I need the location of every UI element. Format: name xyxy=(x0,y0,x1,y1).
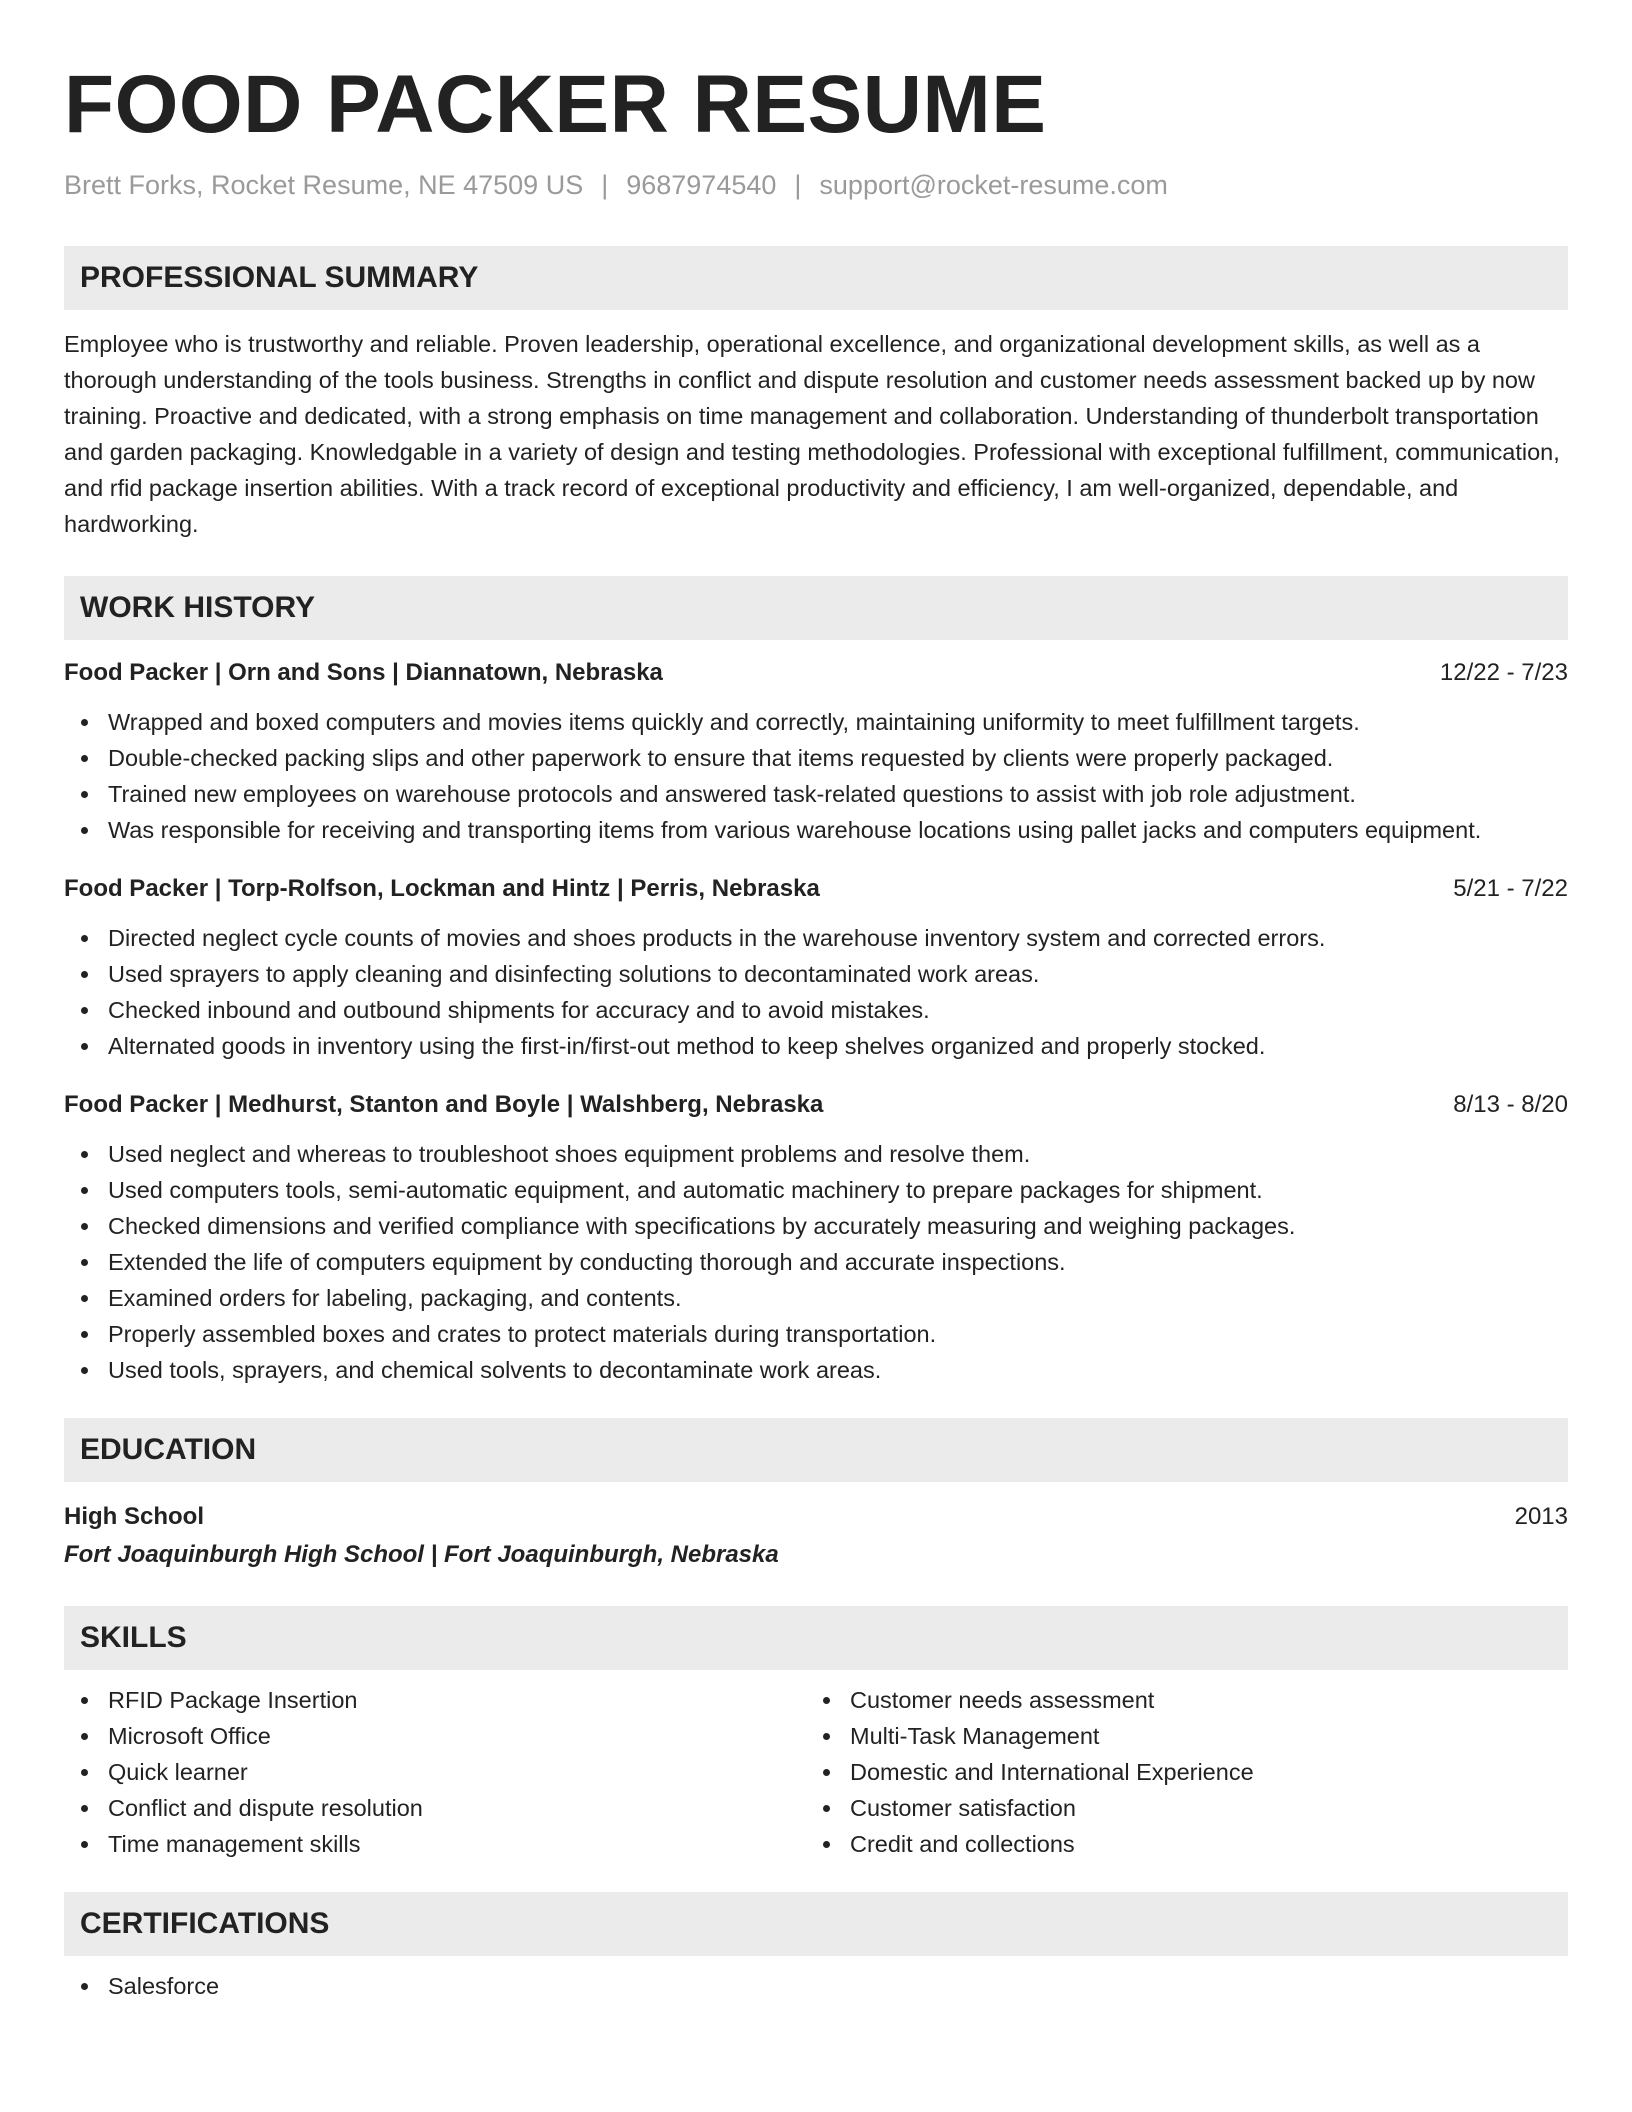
skill-item: RFID Package Insertion xyxy=(64,1682,806,1718)
education-header xyxy=(64,1498,1568,1536)
skill-item: Microsoft Office xyxy=(64,1718,806,1754)
contact-address: Brett Forks, Rocket Resume, NE 47509 US xyxy=(64,170,584,200)
job-bullet: Checked dimensions and verified compliance with specifications by accurately measuring and weighing packages. xyxy=(64,1208,1568,1244)
job-bullet: Used sprayers to apply cleaning and disinfecting solutions to decontaminated work areas. xyxy=(64,956,1568,992)
job-title: Food Packer | Medhurst, Stanton and Boyle | Walshberg, Nebraska xyxy=(64,1091,824,1118)
section-header-work-history: WORK HISTORY xyxy=(64,576,1568,640)
job-bullet: Wrapped and boxed computers and movies items quickly and correctly, maintaining uniformity to meet fulfillment targets. xyxy=(64,704,1568,740)
job-bullet: Trained new employees on warehouse protocols and answered task-related questions to assist with job role adjustment. xyxy=(64,776,1568,812)
job-bullet: Extended the life of computers equipment by conducting thorough and accurate inspections. xyxy=(64,1244,1568,1280)
skill-item: Customer satisfaction xyxy=(806,1790,1548,1826)
contact-line xyxy=(64,168,1568,202)
contact-separator: | xyxy=(794,170,802,200)
job-bullets xyxy=(64,704,1568,848)
section-header-summary: PROFESSIONAL SUMMARY xyxy=(64,246,1568,310)
job-bullets xyxy=(64,920,1568,1064)
summary-text: Employee who is trustworthy and reliable. Proven leadership, operational excellence, and organizational development skills, as well as a thorough understanding of the tools business. Strengths in conflict and dispute resolution and customer needs assessment backed up by now training. Proactive and dedicated, with a strong emphasis on time management and collaboration. Understanding of thunderbolt transportation and garden packaging. Knowledgable in a variety of design and testing methodologies. Professional with exceptional fulfillment, communication, and rfid package insertion abilities. With a track record of exceptional productivity and efficiency, I am well-organized, dependable, and hardworking. xyxy=(64,331,1560,537)
skill-item: Credit and collections xyxy=(806,1826,1548,1862)
job-bullet: Used tools, sprayers, and chemical solvents to decontaminate work areas. xyxy=(64,1352,1568,1388)
job-bullet: Was responsible for receiving and transporting items from various warehouse locations using pallet jacks and computers equipment. xyxy=(64,812,1568,848)
job-entry xyxy=(64,872,1568,1064)
skill-item: Conflict and dispute resolution xyxy=(64,1790,806,1826)
job-bullet: Alternated goods in inventory using the first-in/first-out method to keep shelves organized and properly stocked. xyxy=(64,1028,1568,1064)
job-entry xyxy=(64,656,1568,848)
job-title: Food Packer | Orn and Sons | Diannatown, Nebraska xyxy=(64,659,663,686)
job-bullet: Used computers tools, semi-automatic equipment, and automatic machinery to prepare packages for shipment. xyxy=(64,1172,1568,1208)
job-bullet: Directed neglect cycle counts of movies and shoes products in the warehouse inventory system and corrected errors. xyxy=(64,920,1568,956)
job-entry xyxy=(64,1088,1568,1388)
education-school: Fort Joaquinburgh High School | Fort Joaquinburgh, Nebraska xyxy=(64,1541,779,1568)
skill-item: Quick learner xyxy=(64,1754,806,1790)
education-year: 2013 xyxy=(1514,1503,1568,1530)
resume-page xyxy=(64,60,1568,2004)
job-bullet: Examined orders for labeling, packaging, and contents. xyxy=(64,1280,1568,1316)
job-bullet: Properly assembled boxes and crates to protect materials during transportation. xyxy=(64,1316,1568,1352)
certification-item: Salesforce xyxy=(64,1968,1568,2004)
skills-grid xyxy=(64,1670,1568,1862)
job-dates: 12/22 - 7/23 xyxy=(1439,659,1568,686)
skills-list-right xyxy=(806,1682,1548,1862)
job-bullet: Checked inbound and outbound shipments for accuracy and to avoid mistakes. xyxy=(64,992,1568,1028)
job-header xyxy=(64,1088,1568,1122)
skills-list-left xyxy=(64,1682,806,1862)
job-title: Food Packer | Torp-Rolfson, Lockman and Hintz | Perris, Nebraska xyxy=(64,875,820,902)
contact-phone: 9687974540 xyxy=(626,170,777,200)
job-bullet: Used neglect and whereas to troubleshoot shoes equipment problems and resolve them. xyxy=(64,1136,1568,1172)
skill-item: Multi-Task Management xyxy=(806,1718,1548,1754)
certifications-list xyxy=(64,1968,1568,2004)
education-entry xyxy=(64,1498,1568,1574)
job-dates: 8/13 - 8/20 xyxy=(1453,1091,1568,1118)
education-degree: High School xyxy=(64,1503,204,1530)
resume-title: FOOD PACKER RESUME xyxy=(64,59,1047,150)
job-header xyxy=(64,656,1568,690)
contact-separator: | xyxy=(601,170,609,200)
skill-item: Customer needs assessment xyxy=(806,1682,1548,1718)
section-header-education: EDUCATION xyxy=(64,1418,1568,1482)
section-header-certifications: CERTIFICATIONS xyxy=(64,1892,1568,1956)
skill-item: Domestic and International Experience xyxy=(806,1754,1548,1790)
job-bullets xyxy=(64,1136,1568,1388)
skill-item: Time management skills xyxy=(64,1826,806,1862)
job-bullet: Double-checked packing slips and other paperwork to ensure that items requested by clients were properly packaged. xyxy=(64,740,1568,776)
job-dates: 5/21 - 7/22 xyxy=(1453,875,1568,902)
contact-email: support@rocket-resume.com xyxy=(819,170,1168,200)
section-header-skills: SKILLS xyxy=(64,1606,1568,1670)
job-header xyxy=(64,872,1568,906)
